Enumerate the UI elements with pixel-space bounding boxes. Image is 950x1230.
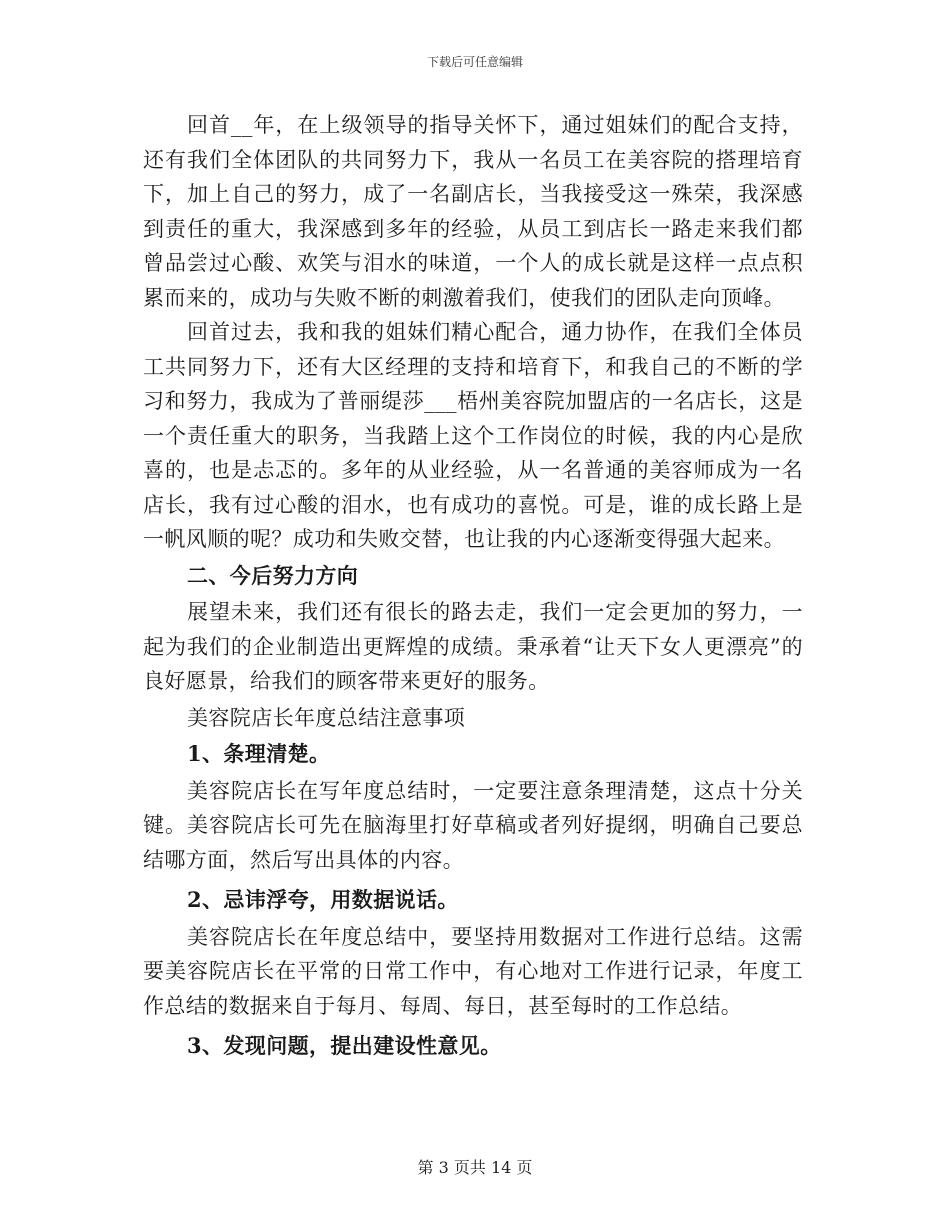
paragraph-note-1: 美容院店长在写年度总结时，一定要注意条理清楚，这点十分关键。美容院店长可先在脑海里打好草稿或者列好提纲，明确自己要总结哪方面，然后写出具体的内容。 [143,778,803,872]
header-note: 下载后可任意编辑 [426,55,523,69]
notes-heading-3: 3、发现问题，提出建设性意见。 [187,1033,502,1058]
notes-title: 美容院店长年度总结注意事项 [187,705,466,730]
notes-heading-2: 2、忌讳浮夸，用数据说话。 [187,887,459,912]
paragraph-review-year: 回首__年，在上级领导的指导关怀下，通过姐妹们的配合支持，还有我们全体团队的共同努力下，我从一名员工在美容院的搭理培育下，加上自己的努力，成了一名副店长，当我接受这一殊荣，我深感到责任的重大，我深感到多年的经验，从员工到店长一路走来我们都曾品尝过心酸、欢笑与泪水的味道，一个人的成长就是这样一点点积累而来的，成功与失败不断的刺激着我们，使我们的团队走向顶峰。 [143,113,803,310]
paragraph-review-past: 回首过去，我和我的姐妹们精心配合，通力协作，在我们全体员工共同努力下，还有大区经理的支持和培育下，和我自己的不断的学习和努力，我成为了普丽缇莎___梧州美容院加盟店的一名店长，这是一个责任重大的职务，当我踏上这个工作岗位的时候，我的内心是欣喜的，也是忐忑的。多年的从业经验，从一名普通的美容师成为一名店长，我有过心酸的泪水，也有成功的喜悦。可是，谁的成长路上是一帆风顺的呢？成功和失败交替，也让我的内心逐渐变得强大起来。 [143,320,803,551]
paragraph-outlook: 展望未来，我们还有很长的路去走，我们一定会更加的努力，一起为我们的企业制造出更辉煌的成绩。秉承着“让天下女人更漂亮”的良好愿景，给我们的顾客带来更好的服务。 [143,600,803,693]
notes-heading-1: 1、条理清楚。 [187,741,331,766]
section-heading-future-direction: 二、今后努力方向 [187,562,359,588]
document-body [143,108,803,1064]
paragraph-note-2: 美容院店长在年度总结中，要坚持用数据对工作进行总结。这需要美容院店长在平常的日常工作中，有心地对工作进行记录，年度工作总结的数据来自于每月、每周、每日，甚至每时的工作总结。 [143,924,803,1018]
page-number: 第 3 页共 14 页 [417,1158,533,1177]
